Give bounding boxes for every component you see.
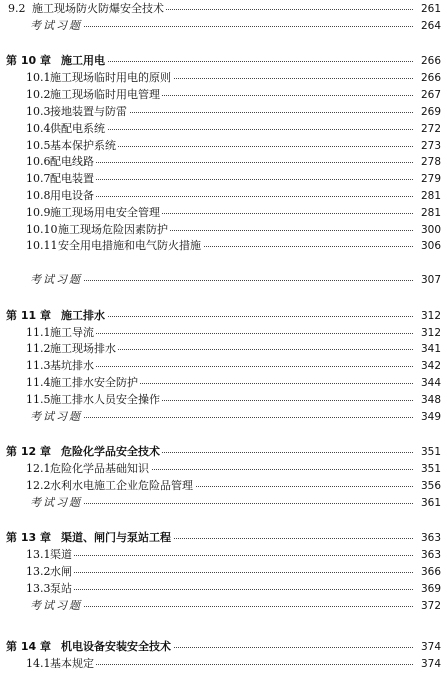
page-number: 351	[419, 460, 441, 478]
section-title: 接地装置与防雷	[50, 104, 127, 118]
toc-entry-14-1	[0, 655, 447, 673]
page-number: 266	[419, 69, 441, 87]
toc-entry-10-2	[0, 86, 447, 104]
exam-title: 考试习题	[30, 494, 84, 512]
page-number: 300	[419, 221, 441, 239]
toc-entry-10-7	[0, 170, 447, 188]
section-title: 安全用电措施和电气防火措施	[58, 239, 201, 253]
section-title: 基本保护系统	[50, 138, 116, 152]
toc-entry-11-2	[0, 340, 447, 358]
leader-dots	[60, 664, 413, 665]
toc-entry-exam	[0, 271, 447, 289]
section-title: 水利水电施工企业危险品管理	[50, 478, 193, 492]
section-number: 10.6	[26, 155, 51, 169]
toc-entry-10-9	[0, 204, 447, 222]
chapter-number: 第 13 章	[6, 531, 51, 545]
section-number: 9.2	[8, 2, 26, 15]
section-number: 10.1	[26, 71, 51, 85]
section-number: 10.2	[26, 88, 51, 102]
toc-entry-10-5	[0, 137, 447, 155]
chapter-number: 第 12 章	[6, 445, 51, 459]
leader-dots	[80, 503, 413, 504]
section-title: 用电设备	[50, 189, 94, 202]
section-title: 水闸	[50, 564, 72, 578]
page-number: 272	[419, 120, 441, 138]
section-title: 危险化学品基础知识	[50, 462, 149, 476]
chapter-heading-10	[0, 52, 447, 70]
section-number: 13.1	[26, 548, 51, 562]
section-number: 10.5	[26, 138, 51, 152]
section-title: 施工排水安全防护	[50, 376, 138, 389]
page-number: 348	[419, 391, 441, 409]
section-number: 10.11	[26, 239, 58, 253]
section-number: 10.3	[26, 104, 51, 118]
toc-entry-exam	[0, 494, 447, 512]
leader-dots	[60, 333, 413, 334]
section-title: 配电线路	[50, 155, 94, 169]
section-number: 11.2	[26, 342, 51, 356]
toc-entry-9-2	[0, 0, 447, 18]
page-number: 374	[419, 638, 441, 656]
section-title: 施工排水人员安全操作	[50, 392, 160, 406]
section-title: 施工现场危险因素防护	[58, 222, 168, 236]
section-number: 12.2	[26, 478, 51, 492]
leader-dots	[60, 555, 413, 556]
page-number: 269	[419, 103, 441, 121]
toc-entry-11-1	[0, 324, 447, 342]
chapter-heading-11	[0, 307, 447, 325]
leader-dots	[80, 280, 413, 281]
chapter-number: 第 11 章	[6, 308, 51, 322]
page-number: 273	[419, 137, 441, 155]
section-title: 施工现场临时用电的原则	[50, 71, 171, 85]
leader-dots	[60, 129, 413, 130]
toc-entry-13-1	[0, 546, 447, 564]
chapter-number: 第 10 章	[6, 54, 51, 68]
section-title: 基本规定	[50, 657, 94, 670]
page-number: 264	[419, 17, 441, 35]
chapter-number: 第 14 章	[6, 640, 51, 653]
toc-entry-exam	[0, 597, 447, 615]
leader-dots	[60, 179, 413, 180]
chapter-title: 渠道、闸门与泵站工程	[60, 531, 171, 545]
page-number: 278	[419, 153, 441, 171]
leader-dots	[80, 606, 413, 607]
section-number: 11.5	[26, 392, 51, 406]
page-number: 279	[419, 170, 441, 188]
toc-entry-10-4	[0, 120, 447, 138]
chapter-title: 危险化学品安全技术	[60, 445, 160, 459]
toc-entry-13-2	[0, 563, 447, 581]
page-number: 374	[419, 655, 441, 673]
toc-entry-11-5	[0, 391, 447, 409]
section-number: 11.4	[26, 376, 51, 389]
section-number: 12.1	[26, 462, 51, 476]
page-number: 341	[419, 340, 441, 358]
page-number: 261	[419, 0, 441, 18]
page-number: 281	[419, 204, 441, 222]
section-title: 配电装置	[50, 172, 94, 186]
section-number: 10.8	[26, 189, 51, 202]
toc-entry-exam	[0, 17, 447, 35]
exam-title: 考试习题	[30, 271, 84, 289]
page-number: 363	[419, 546, 441, 564]
section-title: 泵站	[50, 581, 72, 595]
page-number: 312	[419, 307, 441, 325]
toc-entry-11-3	[0, 357, 447, 375]
section-number: 14.1	[26, 657, 51, 670]
leader-dots	[60, 196, 413, 197]
chapter-heading-12	[0, 443, 447, 461]
chapter-title: 施工用电	[60, 54, 105, 68]
page-number: 356	[419, 477, 441, 495]
section-number: 11.3	[26, 359, 51, 373]
section-title: 供配电系统	[50, 121, 105, 135]
chapter-title: 机电设备安装安全技术	[60, 640, 171, 653]
page-number: 344	[419, 374, 441, 392]
chapter-heading-14	[0, 638, 447, 656]
chapter-title: 施工排水	[60, 308, 105, 322]
toc-entry-10-8	[0, 187, 447, 205]
toc-entry-12-2	[0, 477, 447, 495]
toc-entry-10-6	[0, 153, 447, 171]
page-number: 306	[419, 237, 441, 255]
exam-title: 考试习题	[30, 597, 84, 615]
toc-entry-exam	[0, 408, 447, 426]
section-number: 10.4	[26, 121, 51, 135]
section-number: 11.1	[26, 325, 51, 339]
section-number: 13.3	[26, 581, 51, 595]
section-title: 渠道	[50, 548, 72, 562]
page-number: 312	[419, 324, 441, 342]
section-title: 施工现场排水	[50, 342, 116, 356]
section-title: 施工导流	[50, 325, 94, 339]
page-number: 307	[419, 271, 441, 289]
page-number: 369	[419, 580, 441, 598]
toc-entry-10-10	[0, 221, 447, 239]
section-title: 施工现场防火防爆安全技术	[32, 2, 164, 15]
section-number: 10.9	[26, 205, 51, 219]
toc-entry-11-4	[0, 374, 447, 392]
page-number: 266	[419, 52, 441, 70]
page-number: 281	[419, 187, 441, 205]
toc-entry-12-1	[0, 460, 447, 478]
section-title: 基坑排水	[50, 359, 94, 373]
leader-dots	[60, 366, 413, 367]
page-number: 361	[419, 494, 441, 512]
toc-entry-10-3	[0, 103, 447, 121]
leader-dots	[80, 26, 413, 27]
page-number: 363	[419, 529, 441, 547]
exam-title: 考试习题	[30, 17, 84, 35]
page-number: 267	[419, 86, 441, 104]
page-number: 342	[419, 357, 441, 375]
section-title: 施工现场用电安全管理	[50, 205, 160, 219]
leader-dots	[80, 417, 413, 418]
section-title: 施工现场临时用电管理	[50, 88, 160, 102]
toc-entry-13-3	[0, 580, 447, 598]
section-number: 10.10	[26, 222, 58, 236]
leader-dots	[60, 162, 413, 163]
chapter-heading-13	[0, 529, 447, 547]
page-number: 366	[419, 563, 441, 581]
exam-title: 考试习题	[30, 408, 84, 426]
page-number: 372	[419, 597, 441, 615]
section-number: 13.2	[26, 564, 51, 578]
section-number: 10.7	[26, 172, 51, 186]
leader-dots	[60, 589, 413, 590]
page-number: 351	[419, 443, 441, 461]
page-number: 349	[419, 408, 441, 426]
toc-entry-10-11	[0, 237, 447, 255]
toc-entry-10-1	[0, 69, 447, 87]
leader-dots	[60, 572, 413, 573]
